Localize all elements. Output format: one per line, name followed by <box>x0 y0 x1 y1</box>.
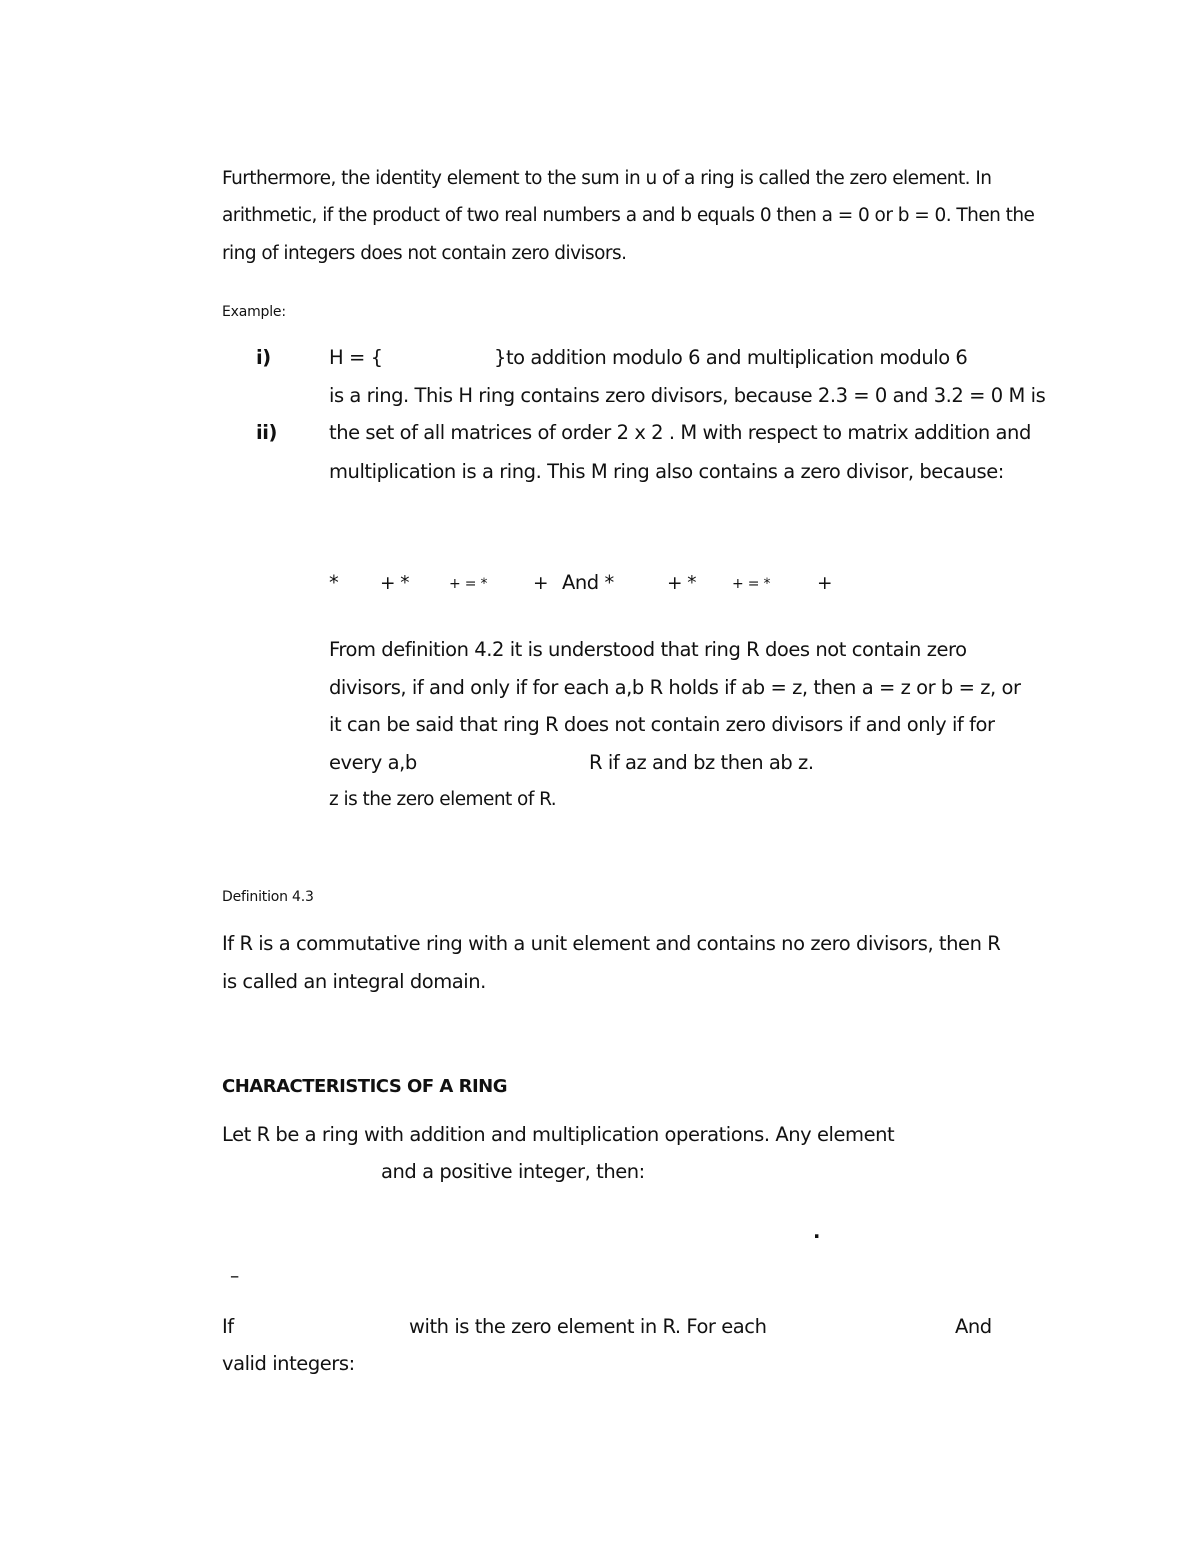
list-item-text: the set of all matrices of order 2 x 2 . M with respect to matrix addition and <box>329 421 1031 444</box>
paragraph-line: it can be said that ring R does not contain zero divisors if and only if for <box>329 713 995 736</box>
paragraph-line: And <box>955 1315 992 1338</box>
list-item-text: is a ring. This H ring contains zero divisors, because 2.3 = 0 and 3.2 = 0 M is <box>329 384 1046 407</box>
paragraph-line: with is the zero element in R. For each <box>409 1315 767 1338</box>
definition-text: is called an integral domain. <box>222 970 486 993</box>
paragraph-line: z is the zero element of R. <box>329 789 557 810</box>
paragraph-line: R if az and bz then ab z. <box>589 751 814 774</box>
paragraph-line: every a,b <box>329 751 417 774</box>
paragraph-line: divisors, if and only if for each a,b R holds if ab = z, then a = z or b = z, or <box>329 676 1021 699</box>
paragraph-line: ring of integers does not contain zero divisors. <box>222 243 627 264</box>
stray-dot: . <box>813 1220 820 1243</box>
paragraph-line: Let R be a ring with addition and multiplication operations. Any element <box>222 1123 895 1146</box>
equation-token: + = * <box>449 576 488 592</box>
paragraph-line: Furthermore, the identity element to the sum in u of a ring is called the zero element. In <box>222 168 992 189</box>
paragraph-line: arithmetic, if the product of two real numbers a and b equals 0 then a = 0 or b = 0. Then the <box>222 205 1035 226</box>
example-label: Example: <box>222 304 286 320</box>
stray-dash: – <box>230 1266 239 1287</box>
list-item-text: }to addition modulo 6 and multiplication modulo 6 <box>494 346 968 369</box>
equation-token: + * <box>667 573 696 594</box>
list-item-text: H = { <box>329 346 383 369</box>
list-item-text: multiplication is a ring. This M ring also contains a zero divisor, because: <box>329 460 1004 483</box>
paragraph-line: From definition 4.2 it is understood that ring R does not contain zero <box>329 638 967 661</box>
paragraph-line: and a positive integer, then: <box>381 1160 645 1183</box>
equation-token: + <box>817 573 832 594</box>
equation-token: And * <box>562 571 614 594</box>
paragraph-line: If <box>222 1315 234 1338</box>
equation-token: + * <box>380 573 409 594</box>
equation-token: + = * <box>732 576 771 592</box>
list-marker-i: i) <box>256 346 271 369</box>
section-heading: CHARACTERISTICS OF A RING <box>222 1076 508 1097</box>
definition-label: Definition 4.3 <box>222 889 314 905</box>
equation-token: * <box>329 571 339 594</box>
paragraph-line: valid integers: <box>222 1352 355 1375</box>
equation-token: + <box>533 573 548 594</box>
list-marker-ii: ii) <box>256 421 277 444</box>
definition-text: If R is a commutative ring with a unit element and contains no zero divisors, then R <box>222 932 1001 955</box>
